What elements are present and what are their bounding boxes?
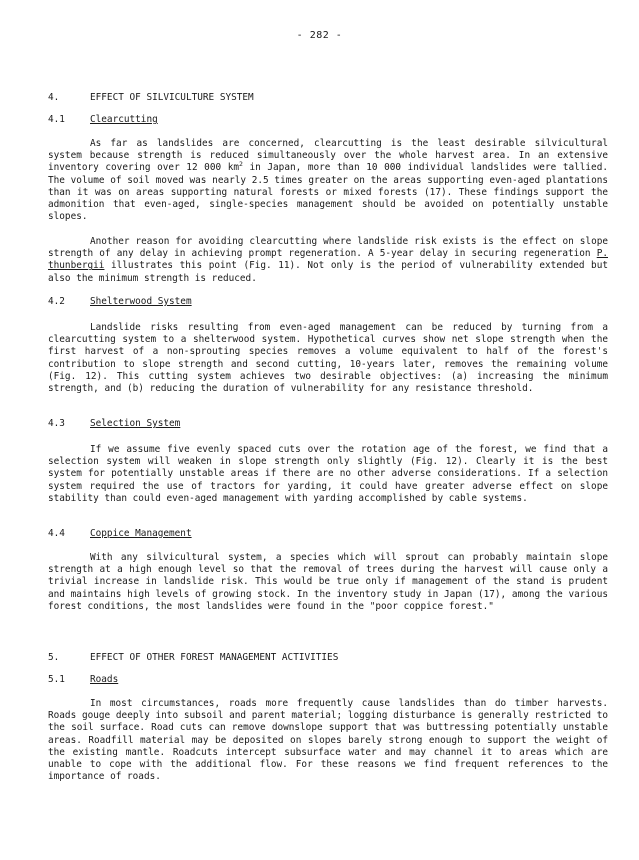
paragraph-text: in Japan, more than 10 000 individual landslides were tallied. The volume of soil moved was nearly 2.5 times greater on the areas supporting even-aged plantations than it was on areas supporting natural forests or mixed forests (17). These findings support the admonition that even-aged, single-species management should be avoided on potentially unstable slopes. bbox=[48, 162, 608, 223]
paragraph-text: Another reason for avoiding clearcutting where landslide risk exists is the effect on slope strength of any delay in achieving prompt regeneration. A 5-year delay in securing regeneration bbox=[48, 236, 608, 260]
section-title: EFFECT OF OTHER FOREST MANAGEMENT ACTIVITIES bbox=[90, 652, 339, 663]
section-title: Selection System bbox=[90, 418, 181, 429]
paragraph-text: If we assume five evenly spaced cuts over the rotation age of the forest, we find that a selection system will weaken in slope strength only slightly (Fig. 12). Clearly it is the best system for potentially unstable areas if there are no other adverse considerations. If a selection system required the use of tractors for yarding, it could have greater adverse effect on slope stability than could even-aged management with yarding accomplished by cable systems. bbox=[48, 444, 608, 504]
paragraph-text: Landslide risks resulting from even-aged management can be reduced by turning from a clearcutting system to a shelterwood system. Hypothetical curves show net slope strength when the first harvest of a non-sprouting species removes a volume equivalent to half of the forest's contribution to slope strength and second cutting, 10-years later, removes the remaining volume (Fig. 12). This cutting system achieves two desirable objectives: (a) increasing the minimum strength, and (b) reducing the duration of vulnerability for any resistance threshold. bbox=[48, 322, 608, 395]
section-number: 4.2 bbox=[48, 296, 65, 307]
superscript: 2 bbox=[239, 160, 243, 169]
section-4-3-heading bbox=[48, 418, 608, 430]
section-4-heading bbox=[48, 92, 608, 104]
paragraph-coppice bbox=[48, 552, 608, 613]
section-number: 4. bbox=[48, 92, 60, 103]
paragraph-text: In most circumstances, roads more frequently cause landslides than do timber harvests. Roads gouge deeply into subsoil and parent material; logging disturbance is generally restricted to the soil surface. Road cuts can remove downslope support that was buttressing potentially unstable areas. Roadfill material may be deposited on slopes barely strong enough to support the weight of the existing mantle. Roadcuts intercept subsurface water and may channel it to areas which are unable to cope with the additional flow. For these reasons we find frequent references to the importance of roads. bbox=[48, 698, 608, 783]
section-number: 4.3 bbox=[48, 418, 65, 429]
section-number: 5. bbox=[48, 652, 60, 663]
paragraph-selection bbox=[48, 444, 608, 505]
section-title: Roads bbox=[90, 674, 119, 685]
page-number: - 282 - bbox=[296, 30, 343, 41]
section-4-4-heading bbox=[48, 528, 608, 540]
paragraph-text: With any silvicultural system, a species which will sprout can probably maintain slope strength at a high enough level so that the removal of trees during the harvest will cause only a trivial increase in landslide risk. This would be true only if management of the stand is prudent and maintains high levels of growing stock. In the inventory study in Japan (17), among the various forest conditions, the most landslides were found in the "poor coppice forest." bbox=[48, 552, 608, 612]
section-number: 4.4 bbox=[48, 528, 65, 539]
paragraph-shelterwood bbox=[48, 322, 608, 395]
section-title: Clearcutting bbox=[90, 114, 158, 125]
species-name: P. thunbergii bbox=[48, 248, 608, 272]
paragraph-text: As far as landslides are concerned, clearcutting is the least desirable silvicultural system because strength is reduced simultaneously over the whole harvest area. In an extensive inventory covering over 12 000 km bbox=[48, 138, 608, 174]
section-number: 4.1 bbox=[48, 114, 65, 125]
section-4-2-heading bbox=[48, 296, 608, 308]
section-title: Shelterwood System bbox=[90, 296, 192, 307]
section-title: Coppice Management bbox=[90, 528, 192, 539]
paragraph-roads bbox=[48, 698, 608, 783]
section-5-heading bbox=[48, 652, 608, 664]
section-4-1-heading bbox=[48, 114, 608, 126]
paragraph-clearcutting-2 bbox=[48, 236, 608, 285]
section-5-1-heading bbox=[48, 674, 608, 686]
section-title: EFFECT OF SILVICULTURE SYSTEM bbox=[90, 92, 254, 103]
paragraph-text: illustrates this point (Fig. 11). Not only is the period of vulnerability extended but also the minimum strength is reduced. bbox=[48, 260, 608, 284]
paragraph-clearcutting-1 bbox=[48, 138, 608, 223]
section-number: 5.1 bbox=[48, 674, 65, 685]
